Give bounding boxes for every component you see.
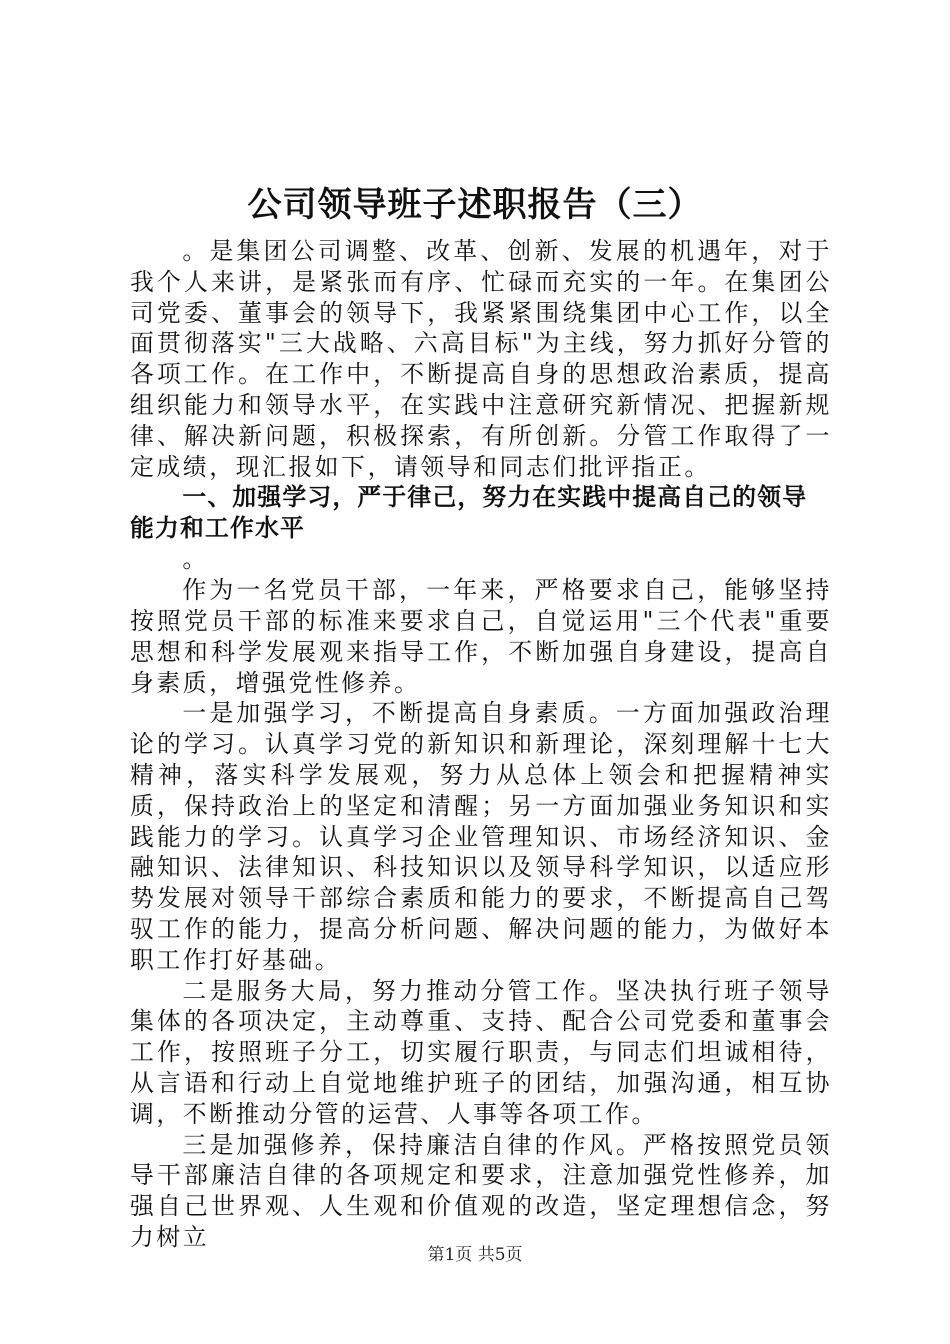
section-heading: 一、加强学习，严于律己，努力在实践中提高自己的领导能力和工作水平: [130, 483, 808, 543]
page-footer: 第1页 共5页: [427, 1245, 523, 1265]
intro-paragraph: 。是集团公司调整、改革、创新、发展的机遇年，对于我个人来讲，是紧张而有序、忙碌而充实的一年。在集团公司党委、董事会的领导下，我紧紧围绕集团中心工作，以全面贯彻落实"三大战略、六高目标"为主线，努力抓好分管的各项工作。在工作中，不断提高自身的思想政治素质，提高组织能力和领导水平，在实践中注意研究新情况、把握新规律、解决新问题，积极探索，有所创新。分管工作取得了一定成绩，现汇报如下，请领导和同志们批评指正。: [130, 237, 832, 481]
body-paragraph: 作为一名党员干部，一年来，严格要求自己，能够坚持按照党员干部的标准来要求自己，自觉运用"三个代表"重要思想和科学发展观来指导工作，不断加强自身建设，提高自身素质，增强党性修养。: [130, 576, 832, 697]
body-paragraph: 一是加强学习，不断提高自身素质。一方面加强政治理论的学习。认真学习党的新知识和新理论，深刻理解十七大精神，落实科学发展观，努力从总体上领会和把握精神实质，保持政治上的坚定和清醒；另一方面加强业务知识和实践能力的学习。认真学习企业管理知识、市场经济知识、金融知识、法律知识、科技知识以及领导科学知识，以适应形势发展对领导干部综合素质和能力的要求，不断提高自己驾驭工作的能力，提高分析问题、解决问题的能力，为做好本职工作打好基础。: [130, 699, 832, 974]
document-body: [130, 236, 832, 1253]
section-heading-period: 。: [182, 545, 207, 574]
document-title: 公司领导班子述职报告（三）: [247, 185, 703, 225]
body-paragraph: 三是加强修养，保持廉洁自律的作风。严格按照党员领导干部廉洁自律的各项规定和要求，注意加强党性修养，加强自己世界观、人生观和价值观的改造，坚定理想信念，努力树立: [130, 1130, 832, 1251]
body-paragraph: 二是服务大局，努力推动分管工作。坚决执行班子领导集体的各项决定，主动尊重、支持、配合公司党委和董事会工作，按照班子分工，切实履行职责，与同志们坦诚相待，从言语和行动上自觉地维护班子的团结，加强沟通，相互协调，不断推动分管的运营、人事等各项工作。: [130, 976, 832, 1128]
